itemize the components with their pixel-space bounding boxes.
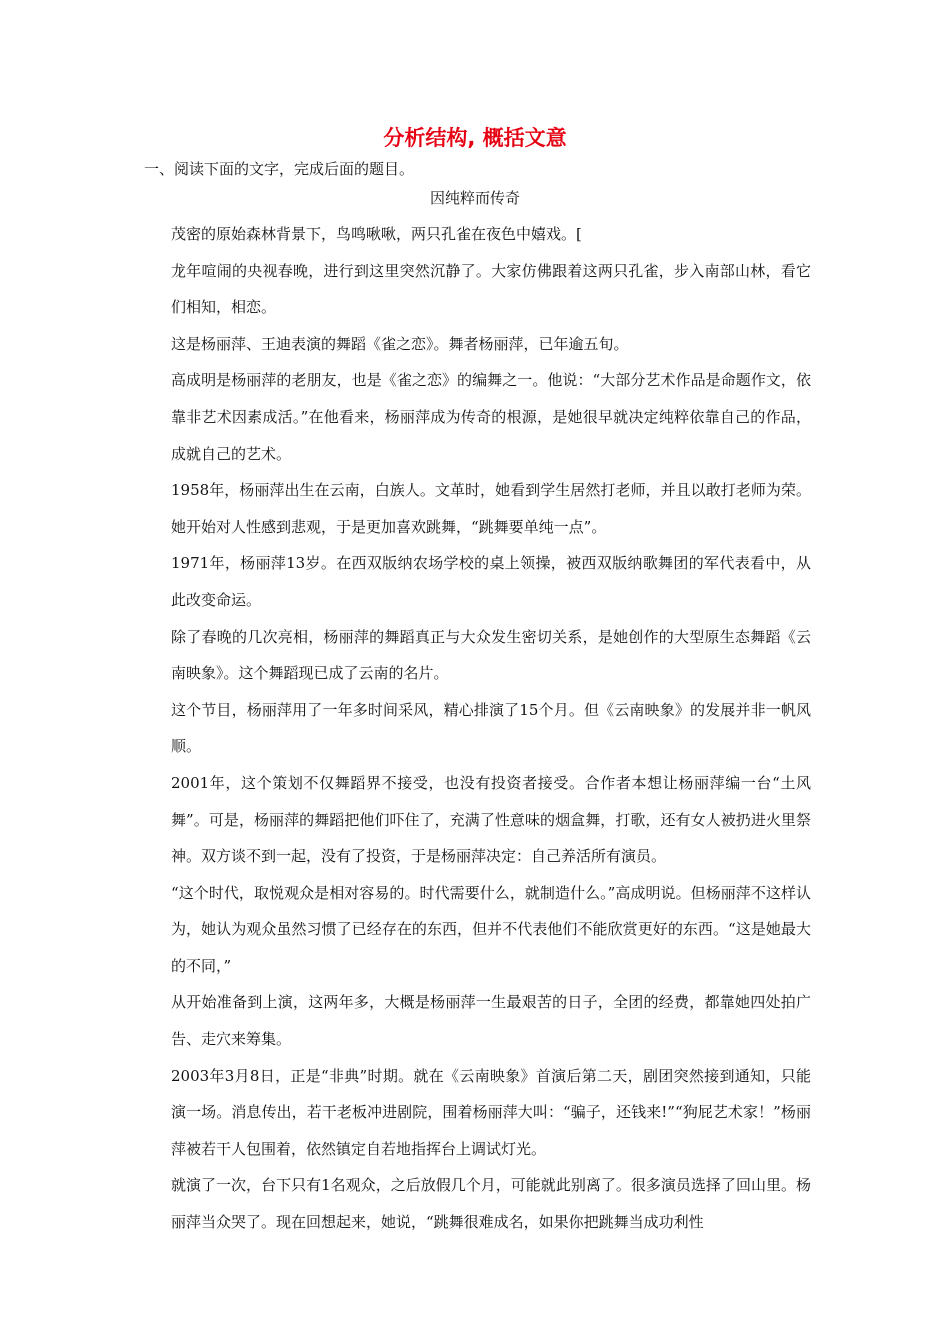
paragraph: 就演了一次，台下只有1名观众，之后放假几个月，可能就此别离了。很多演员选择了回山里。杨丽萍当众哭了。现在回想起来，她说，“跳舞很难成名，如果你把跳舞当成功利性: [171, 1176, 811, 1232]
paragraph: 1958年，杨丽萍出生在云南，白族人。文革时，她看到学生居然打老师，并且以敢打老师为荣。她开始对人性感到悲观，于是更加喜欢跳舞，“跳舞要单纯一点”。: [171, 481, 811, 536]
paragraph: “这个时代，取悦观众是相对容易的。时代需要什么，就制造什么。”高成明说。但杨丽萍不这样认为，她认为观众虽然习惯了已经存在的东西，但并不代表他们不能欣赏更好的东西。“这是她最大的不同，”: [171, 883, 811, 975]
paragraph: 1971年，杨丽萍13岁。在西双版纳农场学校的桌上领操，被西双版纳歌舞团的军代表看中，从此改变命运。: [171, 554, 811, 609]
paragraph: 2003年3月8日，正是“非典”时期。就在《云南映象》首演后第二天，剧团突然接到通知，只能演一场。消息传出，若干老板冲进剧院，围着杨丽萍大叫：“骗子，还钱来!”“狗屁艺术家！”杨丽萍被若干人包围着，依然镇定自若地指挥台上调试灯光。: [171, 1066, 811, 1158]
paragraph: 高成明是杨丽萍的老朋友，也是《雀之恋》的编舞之一。他说：“大部分艺术作品是命题作文，依靠非艺术因素成活。”在他看来，杨丽萍成为传奇的根源，是她很早就决定纯粹依靠自己的作品，成就自己的艺术。: [171, 371, 811, 463]
paragraph: 这是杨丽萍、王迪表演的舞蹈《雀之恋》。舞者杨丽萍，已年逾五旬。: [171, 334, 629, 353]
article-title: 因纯粹而传奇: [429, 189, 520, 207]
question-instruction: 一、阅读下面的文字，完成后面的题目。: [144, 160, 415, 178]
paragraph: 龙年喧闹的央视春晚，进行到这里突然沉静了。大家仿佛跟着这两只孔雀，步入南部山林，看它们相知，相恋。: [171, 261, 811, 317]
paragraph: 这个节目，杨丽萍用了一年多时间采风，精心排演了15个月。但《云南映象》的发展并非一帆风顺。: [171, 700, 811, 756]
paragraph: 茂密的原始森林背景下，鸟鸣啾啾，两只孔雀在夜色中嬉戏。[: [171, 225, 582, 243]
paragraph: 从开始准备到上演，这两年多，大概是杨丽萍一生最艰苦的日子，全团的经费，都靠她四处拍广告、走穴来筹集。: [171, 993, 811, 1049]
paragraph: 除了春晚的几次亮相，杨丽萍的舞蹈真正与大众发生密切关系，是她创作的大型原生态舞蹈《云南映象》。这个舞蹈现已成了云南的名片。: [171, 627, 811, 683]
page-title: 分析结构, 概括文意: [383, 126, 567, 150]
paragraph: 2001年，这个策划不仅舞蹈界不接受，也没有投资者接受。合作者本想让杨丽萍编一台“土风舞”。可是，杨丽萍的舞蹈把他们吓住了，充满了性意味的烟盒舞，打歌，还有女人被扔进火里祭神。双方谈不到一起，没有了投资，于是杨丽萍决定：自己养活所有演员。: [171, 773, 811, 866]
article-body: [171, 216, 811, 1241]
